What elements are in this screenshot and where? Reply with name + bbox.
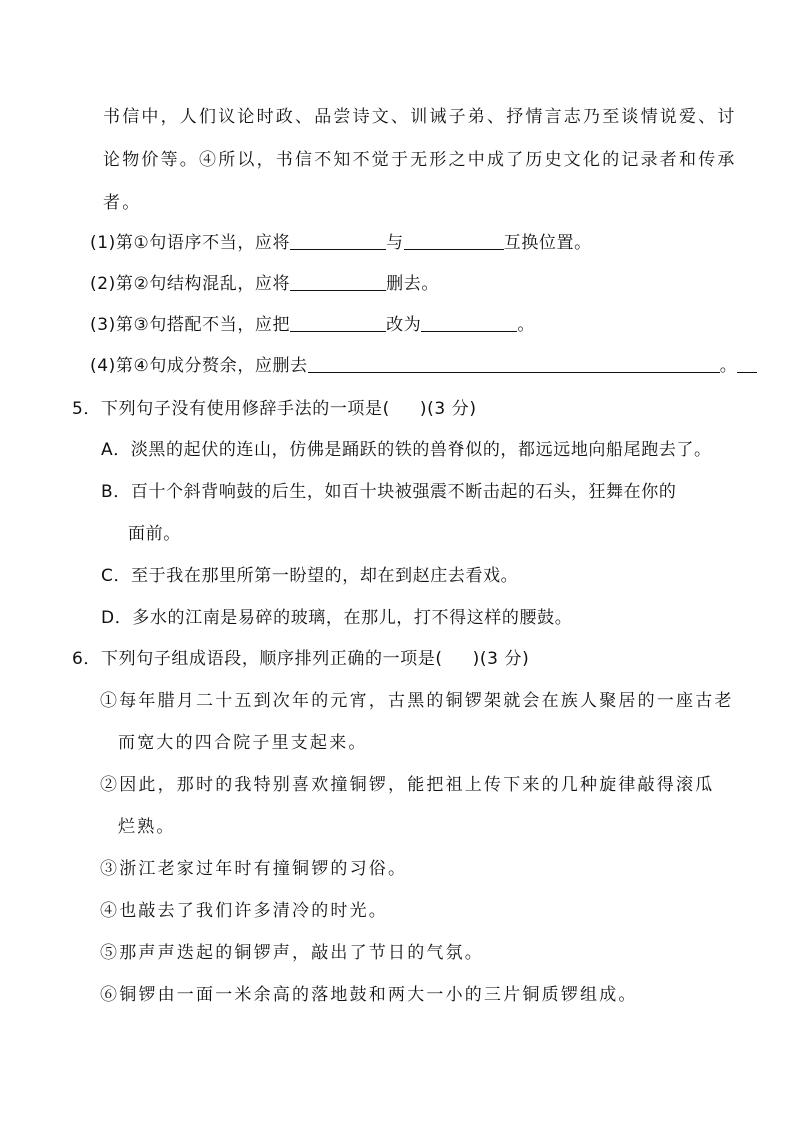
question-stem xyxy=(72,647,529,671)
sub-question-4 xyxy=(90,354,757,378)
stem-score: )(3 分) xyxy=(419,399,477,419)
question-stem xyxy=(72,397,477,421)
sub-question-text: 。 xyxy=(517,315,535,335)
sentence-1-continued: 而宽大的四合院子里支起来。 xyxy=(118,733,368,753)
sub-question-text: (4)第④句成分赘余，应删去 xyxy=(90,356,308,376)
answer-blank[interactable] xyxy=(290,272,386,291)
sentence-1: ①每年腊月二十五到次年的元宵，古黑的铜锣架就会在族人聚居的一座古老 xyxy=(100,691,734,711)
answer-blank[interactable] xyxy=(290,231,386,250)
passage-line: 书信中，人们议论时政、品尝诗文、训诫子弟、抒情言志乃至谈情说爱、讨 xyxy=(103,107,737,127)
stem-text: 5．下列句子没有使用修辞手法的一项是( xyxy=(72,399,390,419)
option-b: B．百十个斜背响鼓的后生，如百十块被强震不断击起的石头，狂舞在你的 xyxy=(101,482,677,502)
sentence-2: ②因此，那时的我特别喜欢撞铜锣，能把祖上传下来的几种旋律敲得滚瓜 xyxy=(100,775,715,795)
sub-question-1 xyxy=(90,231,592,255)
sentence-2-continued: 烂熟。 xyxy=(118,817,176,837)
passage-line: 者。 xyxy=(103,193,142,213)
answer-blank[interactable] xyxy=(421,313,517,332)
sub-question-text: 。 xyxy=(719,356,738,376)
sub-question-text: (1)第①句语序不当，应将 xyxy=(90,233,291,253)
option-d: D．多水的江南是易碎的玻璃，在那儿，打不得这样的腰鼓。 xyxy=(101,608,573,628)
answer-blank[interactable] xyxy=(290,313,386,332)
sub-question-text: 互换位置。 xyxy=(503,233,592,253)
sentence-4: ④也敲去了我们许多清冷的时光。 xyxy=(100,901,388,921)
sentence-5: ⑤那声声迭起的铜锣声，敲出了节日的气氛。 xyxy=(100,943,484,963)
option-c: C．至于我在那里所第一盼望的，却在到赵庄去看戏。 xyxy=(101,566,519,586)
sub-question-text: 删去。 xyxy=(386,274,439,294)
answer-blank-tail xyxy=(737,354,757,373)
answer-blank[interactable] xyxy=(404,231,504,250)
sub-question-text: 改为 xyxy=(386,315,422,335)
option-b-continued: 面前。 xyxy=(128,524,181,544)
sub-question-2 xyxy=(90,272,439,296)
sub-question-3 xyxy=(90,313,535,337)
sentence-3: ③浙江老家过年时有撞铜锣的习俗。 xyxy=(100,859,408,879)
stem-text: 6．下列句子组成语段，顺序排列正确的一项是( xyxy=(72,649,443,669)
sentence-6: ⑥铜锣由一面一米余高的落地鼓和两大一小的三片铜质锣组成。 xyxy=(100,985,638,1005)
passage-line: 论物价等。④所以，书信不知不觉于无形之中成了历史文化的记录者和传承 xyxy=(103,150,737,170)
sub-question-text: (2)第②句结构混乱，应将 xyxy=(90,274,291,294)
option-a: A．淡黑的起伏的连山，仿佛是踊跃的铁的兽脊似的，都远远地向船尾跑去了。 xyxy=(101,440,712,460)
answer-blank[interactable] xyxy=(308,354,720,373)
sub-question-text: (3)第③句搭配不当，应把 xyxy=(90,315,291,335)
stem-score: )(3 分) xyxy=(472,649,530,669)
sub-question-text: 与 xyxy=(386,233,404,253)
